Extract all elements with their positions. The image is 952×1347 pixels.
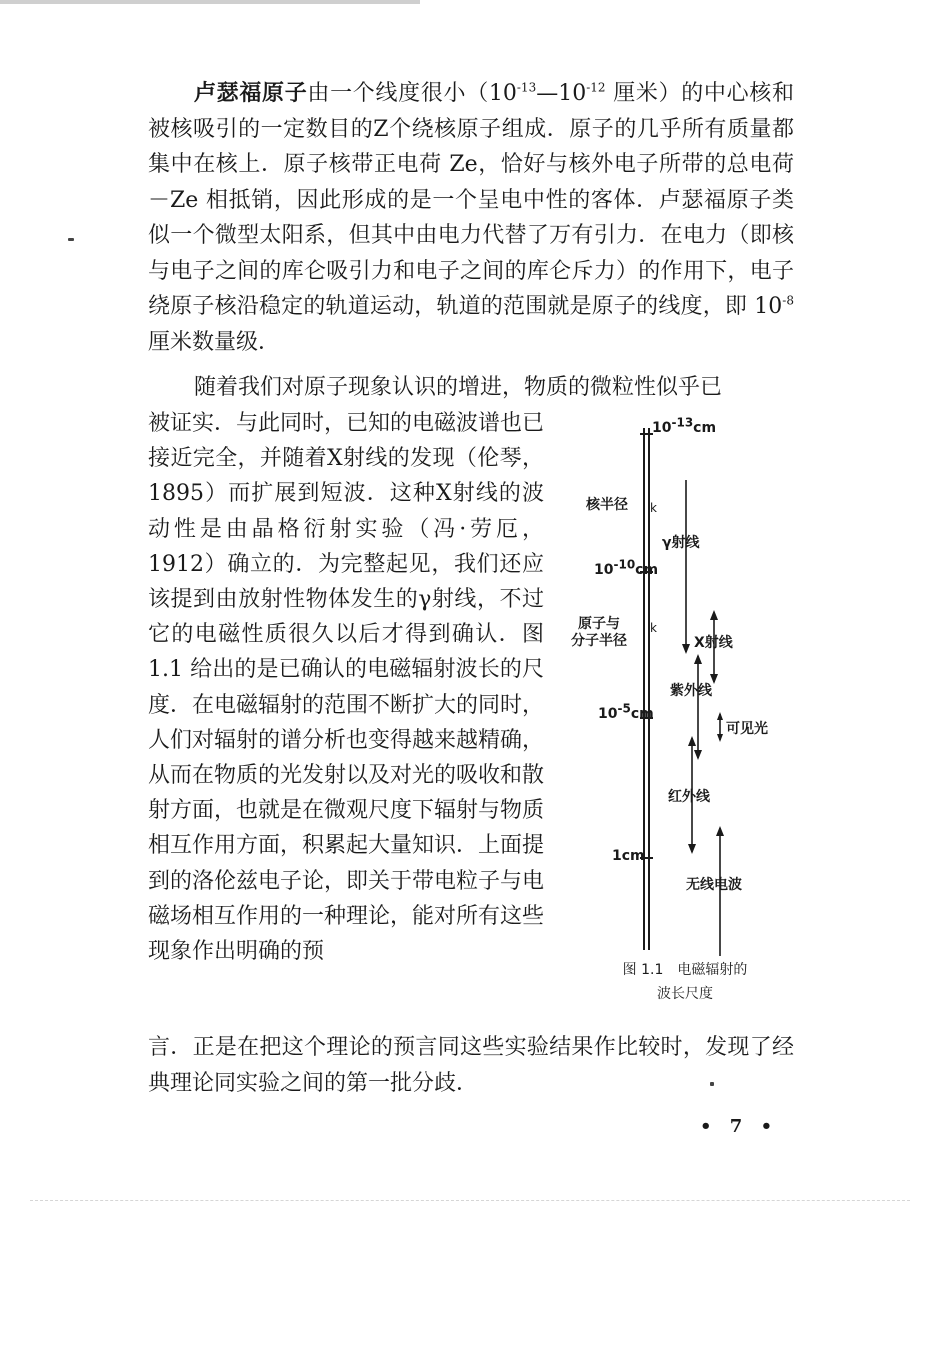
paragraph1-exp-b: -12 bbox=[586, 80, 606, 95]
band-xray: X射线 bbox=[694, 635, 733, 651]
scale-label-1e-13cm bbox=[652, 415, 717, 436]
label-atom-line1: 原子与 bbox=[578, 616, 620, 632]
paragraph2-end-text: 言．正是在把这个理论的预言同这些实验结果作比较时，发现了经典理论同实验之间的第一批分歧． bbox=[148, 1035, 794, 1096]
page-number: • 7 • bbox=[700, 1116, 779, 1137]
paragraph1-exp-a: -13 bbox=[516, 80, 537, 95]
scale-label-second: 10 bbox=[594, 562, 614, 578]
svg-text:k: k bbox=[650, 501, 657, 515]
scan-edge bbox=[0, 0, 420, 4]
paragraph2-column-text: 被证实．与此同时，已知的电磁波谱也已接近完全，并随着X射线的发现（伦琴，1895）而扩展到短波．这种X射线的波动性是由晶格衍射实验（冯·劳厄，1912）确立的．为完整起见，我们还应该提到由放射性物体发生的γ射线，不过它的电磁性质很久以后才得到确认．图 1.1 给出的是已确认的电磁辐射波长的尺度．在电磁辐射的范围不断扩大的同时，人们对辐射的谱分析也变得越来越精确，从而在物质的光发射以及对光的吸收和散射方面，也就是在微观尺度下辐射与物质相互作用方面，积累起大量知识．上面提到的洛伦兹电子论，即关于带电粒子与电磁场相互作用的一种理论，能对所有这些现象作出明确的预 bbox=[148, 411, 545, 965]
caption-line2: 波长尺度 bbox=[657, 986, 713, 1002]
caption-line1: 图 1.1 电磁辐射的 bbox=[622, 962, 748, 978]
term-rutherford-atom: 卢瑟福原子 bbox=[194, 80, 308, 106]
scale-label-top: 10 bbox=[652, 420, 672, 436]
paragraph1-text-before: 由一个线度很小（10 bbox=[307, 81, 517, 106]
band-visible: 可见光 bbox=[726, 721, 768, 737]
scale-label-second-exp: -10 bbox=[613, 557, 636, 572]
paragraph1-exp-c: -8 bbox=[782, 293, 794, 308]
scan-speck bbox=[68, 238, 74, 241]
paragraph1-text-after: 厘米）的中心核和被核吸引的一定数目的Z个绕核原子组成．原子的几乎所有质量都集中在核上．原子核带正电荷 Ze，恰好与核外电子所带的总电荷－Ze 相抵销，因此形成的是一个呈电中性的客体．卢瑟福原子类似一个微型太阳系，但其中由电力代替了万有引力．在电力（即核与电子之间的库仑吸引力和电子之间的库仑斥力）的作用下，电子绕原子核沿稳定的轨道运动，轨道的范围就是原子的线度，即 10 bbox=[148, 81, 794, 319]
band-radio: 无线电波 bbox=[686, 877, 742, 893]
paragraph2-first-line: 随着我们对原子现象认识的增进，物质的微粒性似乎已 bbox=[194, 375, 723, 400]
band-ultraviolet: 紫外线 bbox=[670, 683, 712, 699]
scale-label-second-unit: cm bbox=[635, 562, 659, 578]
paragraph1-dash: —10 bbox=[536, 81, 587, 106]
scan-edge-bottom bbox=[30, 1200, 910, 1201]
scale-label-top-exp: -13 bbox=[671, 415, 694, 430]
scale-label-top-unit: cm bbox=[693, 420, 717, 436]
figure-caption bbox=[580, 958, 790, 1006]
paragraph1-text-end: 厘米数量级． bbox=[148, 329, 281, 355]
scale-label-third-unit: cm bbox=[630, 706, 654, 722]
paragraph-rutherford-atom bbox=[148, 76, 794, 360]
label-nucleus-radius: 核半径 bbox=[586, 497, 628, 513]
scale-label-third: 10 bbox=[598, 706, 618, 722]
label-atom-line2: 分子半径 bbox=[571, 633, 627, 649]
scale-label-1cm: 1cm bbox=[612, 848, 645, 864]
band-gamma: γ射线 bbox=[662, 535, 700, 551]
figure-em-wavelength-scale bbox=[560, 415, 800, 1020]
label-atom-molecule-radius bbox=[564, 616, 634, 650]
scan-speck bbox=[710, 1082, 714, 1086]
scale-label-1e-10cm bbox=[594, 557, 659, 578]
scale-label-1e-5cm bbox=[598, 701, 654, 722]
svg-text:k: k bbox=[650, 621, 657, 635]
scale-label-third-exp: -5 bbox=[617, 701, 631, 716]
band-infrared: 红外线 bbox=[668, 789, 710, 805]
